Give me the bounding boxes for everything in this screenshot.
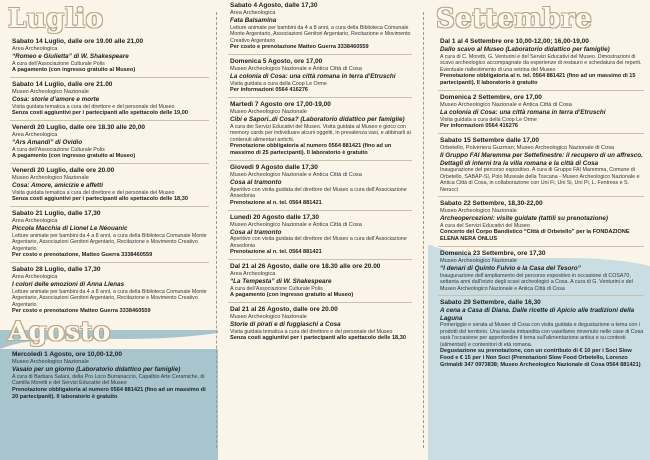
event-date: Dal 1 al 4 Settembre ore 10,00-12,00; 16,00-19,00 — [440, 38, 589, 45]
event-date: Dal 21 al 26 Agosto, dalle ore 20.00 — [230, 306, 338, 313]
event-location: Area Archeologica — [12, 46, 58, 52]
event-description: Inaugurazione del percorso espositivo. A cura di Gruppo FAI Maremma, Comune di Orbetello, SABAP-SI, Polo Museale della Toscana - Museo Archeologico Nazionale e Antica Città di Cosa, in collaborazione con Uni Fi, Uni Si, Uni Pi, L. Fentress e S. Nerucci — [440, 167, 640, 193]
event-item — [0, 167, 215, 203]
event-title: La colonia di Cosa: una città romana in terra d’Etruschi — [440, 109, 606, 116]
event-date: Sabato 21 Luglio, dalle 17,30 — [12, 210, 101, 217]
event-note: Prenotazione obbligatoria al numero 0564 881421 (fino ad un massimo di 20 partecipanti). Il laboratorio è gratuito — [12, 386, 206, 400]
event-location: Museo Archeologico Nazionale e Antica Città di Cosa — [230, 172, 362, 178]
august-event-list-col1 — [0, 351, 215, 401]
event-title: Cosa al tramonto — [230, 179, 282, 186]
event-note: A pagamento (con ingresso gratuito al Museo) — [12, 67, 136, 73]
event-date: Sabato 4 Agosto, dalle 17,30 — [230, 2, 318, 9]
event-item — [0, 266, 215, 315]
event-item — [218, 101, 418, 157]
event-date: Domenica 23 Settembre, ore 17,30 — [440, 250, 546, 257]
event-item — [218, 214, 418, 257]
event-date: Giovedì 9 Agosto dalle 17,30 — [230, 164, 318, 171]
event-location: Area Archeologica — [12, 132, 58, 138]
event-description: Visita guidata a cura della Coop Le Orme — [230, 80, 327, 87]
event-location: Museo Archeologico Nazionale — [12, 175, 89, 181]
event-date: Domenica 2 Settembre, ore 17,00 — [440, 94, 542, 101]
event-description: A cura dell’Associazione Culturale Polis — [12, 60, 105, 67]
column-divider — [216, 12, 217, 448]
month-title-july: Luglio — [8, 4, 104, 34]
event-description: Visita guidata tematica a cura del direttore e del personale del Museo — [230, 328, 393, 335]
event-location: Museo Archeologico Nazionale — [230, 109, 307, 115]
event-description: A cura di Barbara Salani, della Pro Loco Burranaccio, Capalbio Arte Ceramiche, di Camilla Moretti e del Servizi Educativi del Museo — [12, 373, 205, 386]
event-title: Vasaio per un giorno (Laboratorio didattico per famiglie) — [12, 366, 181, 373]
event-date: Dal 21 al 26 Agosto, dalle ore 18.30 alle ore 20.00 — [230, 263, 381, 270]
september-event-list — [428, 38, 650, 369]
event-location: Area Archeologica — [12, 274, 58, 280]
column-divider — [423, 12, 424, 448]
event-note: Senza costi aggiuntivi per i partecipanti allo spettacolo delle 18,30 — [230, 335, 406, 341]
event-item — [0, 210, 215, 259]
event-separator — [438, 90, 644, 91]
event-item — [428, 250, 650, 292]
event-item — [428, 94, 650, 130]
event-item — [218, 306, 418, 342]
event-item — [0, 124, 215, 160]
event-note: Prenotazione obbligatoria al n. tel. 0564 881421 (fino ad un massimo di 15 partecipanti). Il laboratorio è gratuito — [440, 73, 636, 86]
event-date: Domenica 5 Agosto, ore 17,00 — [230, 58, 323, 65]
event-separator — [10, 206, 209, 207]
event-item — [0, 81, 215, 117]
event-description: Inaugurazione dell’ampliamento del percorso espositivo in occasione di COSA70, settanta anni dall’inizio degli scavi archeologici a Cosa. A cura di G. Venturini e del Museo Archeologico Nazionale e Antica Città di Cosa — [440, 272, 633, 292]
event-location: Museo Archeologico Nazionale — [440, 208, 517, 214]
event-location: Area Archeologica — [230, 271, 276, 277]
event-item — [218, 58, 418, 94]
event-location: Museo Archeologico Nazionale — [440, 258, 517, 264]
event-separator — [228, 302, 412, 303]
event-separator — [438, 246, 644, 247]
event-item — [218, 263, 418, 299]
august-event-list-col2 — [218, 2, 418, 342]
event-description: Visita guidata tematica a cura del direttore e del personale del Museo — [12, 189, 175, 196]
event-item — [0, 351, 215, 401]
event-description: A cura dei Servizi Educativi del Museo. Visita guidata al Museo e gioco con memory cards per individuare alcuni oggetti, in prevalenza vasi, e abbinarli ai contenuti alimentari antichi. — [230, 123, 411, 143]
event-title: Storie di pirati e di fuggiaschi a Cosa — [230, 321, 341, 328]
event-description: Pomeriggio e serata al Museo di Cosa con visita guidata e degustazione a tema con i prodotti del territorio. Una tavola imbandita con vasellame rinvenuto nelle case di Cosa sarà l’occasione per approfondire il tema sull’alimentazione antica e su contesti (alimentari) e contenitori di età romana. — [440, 322, 644, 348]
event-description: Visita guidata a cura della Coop Le Orme — [440, 116, 537, 123]
event-separator — [228, 210, 412, 211]
column-september — [428, 0, 650, 460]
event-item — [428, 200, 650, 243]
event-date: Sabato 29 Settembre, dalle 16,30 — [440, 299, 541, 306]
event-location: Museo Archeologico Nazionale e Antica Città di Cosa — [230, 66, 362, 72]
event-date: Martedì 7 Agosto ore 17,00-19,00 — [230, 101, 331, 108]
event-description: Visita guidata tematica a cura del direttore e del personale del Museo — [12, 103, 175, 110]
event-note: Prenotazione al n. tel. 0564 881421 — [230, 199, 322, 206]
july-event-list — [0, 38, 215, 315]
event-title: A cena a Casa di Diana. Dalle ricette di Apicio alle tradizioni della Laguna — [440, 307, 635, 322]
event-date: Venerdì 20 Luglio, dalle ore 18.30 alle 20,00 — [12, 124, 145, 131]
event-note: Prenotazione obbligatoria al numero 0564 881421 (fino ad un massimo di 25 partecipanti). Il laboratorio è gratuito — [230, 143, 392, 156]
event-title: I colori delle emozioni di Anna Llenas — [12, 281, 125, 288]
event-description: Letture animate per bambini da 4 a 8 anni, a cura della Biblioteca Comunale Monte Argentario, Associazioni Genitori Argentario, Recitazione e Movimento Creativo Argentario — [12, 288, 207, 308]
event-separator — [228, 160, 412, 161]
event-location: Museo Archeologico Nazionale — [12, 89, 89, 95]
event-note: Senza costi aggiuntivi per i partecipanti allo spettacolo delle 19,00 — [12, 110, 188, 116]
event-date: Venerdì 20 Luglio, dalle ore 20.00 — [12, 167, 115, 174]
event-separator — [10, 262, 209, 263]
event-description: Letture animate per bambini da 4 a 8 anni, a cura della Biblioteca Comunale Monte Argentario, Associazioni Genitori Argentario, Recitazione e Movimento Creativo Argentario — [12, 232, 207, 252]
event-location: Museo Archeologico Nazionale — [12, 359, 89, 365]
event-description: Letture animate per bambini da 4 a 8 anni, a cura della Biblioteca Comunale Monte Argentario, Associazioni Genitori Argentario, Recitazione e Movimento Creativo Argentario — [230, 24, 411, 44]
event-note: Per informazioni 0564 416276 — [440, 123, 519, 129]
event-note: Degustazione su prenotazione, con un contributo di € 10 per i Soci Slow Food e € 15 per i Non Soci (Prenotazioni Slow Food Orbetello, Lorenzo Grimaldi 347 0973838; Museo Archeologico Nazionale di Cosa 0564 881421) — [440, 348, 641, 368]
event-title: Cosa al tramonto — [230, 228, 282, 236]
event-title: Il Gruppo FAI Maremma per Settefinestre: il recupero di un affresco. Dettagli di interni tra la villa romana e la città di Cosa — [440, 152, 643, 167]
event-note: Per costo e prenotazione Matteo Guerra 3338460559 — [230, 44, 369, 50]
event-separator — [228, 54, 412, 55]
event-title: La colonia di Cosa: una città romana in terra d’Etruschi — [230, 73, 396, 80]
event-item — [428, 137, 650, 193]
column-july — [0, 0, 215, 460]
event-location: Orbetello, Polveriera Guzman; Museo Archeologico Nazionale di Cosa — [440, 145, 615, 151]
event-description: Aperitivo con visita guidata del direttore del Museo a cura dell’Associazione Ansedonia — [230, 236, 407, 249]
event-date: Lunedì 20 Agosto dalle 17,30 — [230, 213, 319, 221]
event-title: Fata Balsamina — [230, 17, 277, 24]
event-description: A cura dell’Associazione Culturale Polis — [230, 285, 323, 292]
event-title: “I denari di Quinto Fulvio e la Casa del Tesoro” — [440, 265, 581, 272]
event-location: Area Archeologica — [12, 218, 58, 224]
event-note: A pagamento (con ingresso gratuito al Museo) — [12, 153, 136, 159]
event-description: A cura dell’Associazione Culturale Polis — [12, 146, 105, 153]
event-note: Per costo e prenotazione, Matteo Guerra 3338460559 — [12, 252, 153, 258]
event-note: Senza costi aggiuntivi per i partecipanti allo spettacolo delle 18,30 — [12, 196, 188, 202]
event-title: Cosa: storie d’amore e morte — [12, 96, 100, 103]
month-title-august: Agosto — [8, 317, 111, 347]
event-title: “Ars Amandi” di Ovidio — [12, 139, 83, 146]
event-date: Mercoledì 1 Agosto, ore 10,00-12,00 — [12, 351, 122, 358]
event-note: Concerto del Corpo Bandistico “Città di Orbetello” per la FONDAZIONE ELENA NERA ONLUS — [440, 229, 630, 242]
event-title: Piccola Macchia di Lionel Le Néouanic — [12, 225, 128, 232]
event-item — [0, 38, 215, 74]
event-separator — [438, 295, 644, 296]
month-title-september: Settembre — [436, 4, 593, 34]
event-separator — [228, 259, 412, 260]
event-title: “La Tempesta” di W. Shakespeare — [230, 278, 332, 285]
event-title: Dallo scavo al Museo (Laboratorio didattico per famiglie) — [440, 46, 610, 53]
event-date: Sabato 15 Settembre dalle 17,00 — [440, 137, 539, 144]
event-description: A cura di C. Moretti, G. Venturini e del Servizi Educativi del Museo. Dimostrazioni di scavo archeologico accompagnate da esperienze di restauro e schedatura dei reperti. Eventuale riallestimento di una vetrina del Museo — [440, 53, 642, 73]
event-item — [218, 164, 418, 207]
event-description: A cura del Servizi Educativi del Museo — [440, 222, 530, 229]
event-location: Museo Archeologico Nazionale e Antica Città di Cosa — [440, 102, 572, 108]
event-note: A pagamento (con ingresso gratuito al Museo) — [230, 292, 354, 298]
event-note: Prenotazione al n. tel. 0564 881421 — [230, 249, 322, 255]
event-separator — [438, 196, 644, 197]
event-item — [218, 2, 418, 51]
event-separator — [228, 97, 412, 98]
event-date: Sabato 14 Luglio, dalle ore 19.00 alle 21,00 — [12, 38, 144, 45]
event-date: Sabato 22 Settembre, 18,30-22,00 — [440, 200, 543, 207]
event-separator — [438, 133, 644, 134]
event-separator — [10, 77, 209, 78]
event-title: Cosa: Amore, amicizie e affetti — [12, 182, 103, 189]
event-separator — [10, 120, 209, 121]
column-august — [218, 0, 418, 460]
event-note: Per costo e prenotazione Matteo Guerra 3338460559 — [12, 308, 151, 314]
event-location: Area Archeologica — [230, 10, 276, 16]
event-date: Sabato 14 Luglio, dalle ore 21.00 — [12, 81, 113, 88]
event-note: Per informazioni 0564 416276 — [230, 87, 309, 93]
event-title: Cibi e Sapori..di Cosa? (Laboratorio didattico per famiglie) — [230, 116, 405, 123]
event-location: Museo Archeologico Nazionale — [230, 314, 307, 320]
event-description: Aperitivo con visita guidata del direttore del Museo a cura dell’Associazione Ansedonia — [230, 186, 407, 199]
event-date: Sabato 28 Luglio, dalle 17,30 — [12, 266, 101, 273]
event-item — [428, 38, 650, 87]
event-separator — [10, 163, 209, 164]
event-title: “Romeo e Giulietta” di W. Shakespeare — [12, 53, 129, 60]
event-item — [428, 299, 650, 369]
event-location: Museo Archeologico Nazionale e Antica Città di Cosa — [230, 221, 362, 228]
event-title: Archeopercezioni: visite guidate (tattili su prenotazione) — [440, 215, 608, 222]
